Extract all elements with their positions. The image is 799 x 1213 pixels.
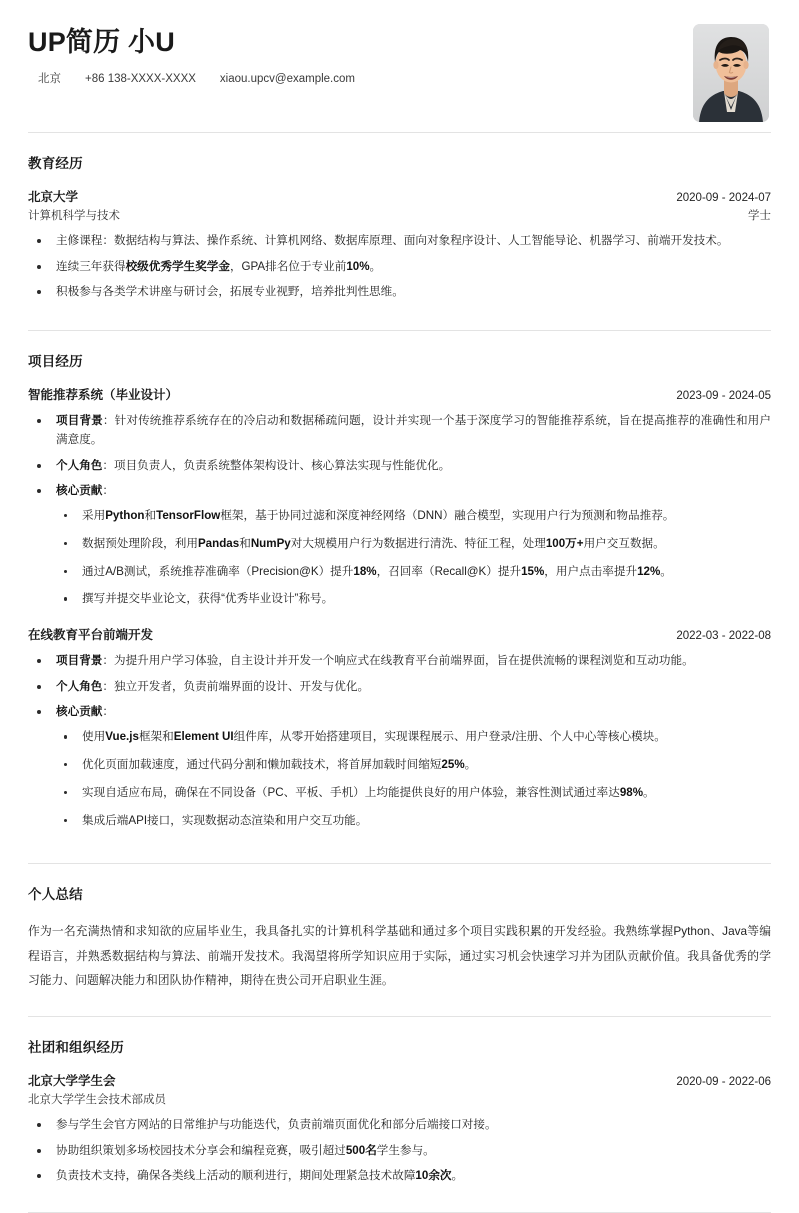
section-organizations [28, 1016, 771, 1210]
project-entry [28, 626, 771, 830]
list-item: 个人角色：项目负责人，负责系统整体架构设计、核心算法实现与性能优化。 [28, 457, 771, 476]
section-title-projects: 项目经历 [28, 354, 83, 370]
list-item: 项目背景：为提升用户学习体验，自主设计并开发一个响应式在线教育平台前端界面，旨在提供流畅的课程浏览和互动功能。 [28, 652, 771, 671]
list-item: 负责技术支持，确保各类线上活动的顺利进行，期间处理紧急技术故障10余次。 [28, 1167, 771, 1186]
summary-body [28, 919, 771, 1012]
section-summary [28, 863, 771, 1012]
list-item: 通过A/B测试，系统推荐准确率（Precision@K）提升18%，召回率（Recall@K）提升15%，用户点击率提升12%。 [56, 563, 771, 582]
project-entry-head [28, 386, 771, 405]
contact-phone: +86 138-XXXX-XXXX [85, 73, 196, 86]
contact-line [28, 71, 693, 87]
project-name: 在线教育平台前端开发 [28, 628, 154, 643]
list-item: 使用Vue.js框架和Element UI组件库，从零开始搭建项目，实现课程展示、用户登录/注册、个人中心等核心模块。 [56, 728, 771, 747]
education-entry-head [28, 188, 771, 207]
list-item: 采用Python和TensorFlow框架，基于协同过滤和深度神经网络（DNN）融合模型，实现用户行为预测和物品推荐。 [56, 507, 771, 526]
contact-email: xiaou.upcv@example.com [219, 73, 355, 86]
list-item: 参与学生会官方网站的日常维护与功能迭代，负责前端页面优化和部分后端接口对接。 [28, 1116, 771, 1135]
organizations-body [28, 1072, 771, 1210]
list-item: 连续三年获得校级优秀学生奖学金，GPA排名位于专业前10%。 [28, 258, 771, 277]
project-contributions [56, 507, 771, 609]
contact-location: 北京 [38, 73, 61, 86]
header-text-block [28, 22, 693, 87]
list-item: 撰写并提交毕业论文，获得“优秀毕业设计”称号。 [56, 590, 771, 609]
section-title-organizations: 社团和组织经历 [28, 1039, 124, 1055]
education-bullets [28, 232, 771, 302]
resume-header [28, 0, 771, 128]
list-item: 优化页面加载速度，通过代码分割和懒加载技术，将首屏加载时间缩短25%。 [56, 756, 771, 775]
list-item [28, 482, 771, 609]
project-bullets [28, 412, 771, 609]
list-item: 集成后端API接口，实现数据动态渲染和用户交互功能。 [56, 812, 771, 831]
project-entry [28, 386, 771, 609]
section-projects [28, 330, 771, 859]
education-date: 2020-09 - 2024-07 [676, 192, 771, 204]
section-title-education: 教育经历 [28, 156, 83, 171]
list-item: 项目背景：针对传统推荐系统存在的冷启动和数据稀疏问题，设计并实现一个基于深度学习的智能推荐系统，旨在提高推荐的准确性和用户满意度。 [28, 412, 771, 450]
education-entry-sub [28, 208, 771, 225]
project-date: 2022-03 - 2022-08 [676, 630, 771, 643]
education-body [28, 188, 771, 326]
project-date: 2023-09 - 2024-05 [676, 390, 771, 403]
list-item [28, 703, 771, 830]
page-title: UP简历 小U [28, 27, 175, 57]
contribution-label: 核心贡献： [56, 705, 114, 719]
project-entry-head [28, 626, 771, 645]
list-item: 个人角色：独立开发者，负责前端界面的设计、开发与优化。 [28, 678, 771, 697]
avatar [693, 24, 769, 122]
organization-name: 北京大学学生会 [28, 1073, 116, 1088]
organization-role: 北京大学学生会技术部成员 [28, 1093, 166, 1106]
school-name: 北京大学 [28, 190, 79, 204]
projects-body [28, 386, 771, 859]
project-bullets [28, 652, 771, 830]
project-name: 智能推荐系统（毕业设计） [28, 388, 179, 403]
list-item: 协助组织策划多场校园技术分享会和编程竞赛，吸引超过500名学生参与。 [28, 1142, 771, 1161]
education-entry [28, 188, 771, 302]
list-item: 积极参与各类学术讲座与研讨会，拓展专业视野，培养批判性思维。 [28, 283, 771, 302]
summary-paragraph: 作为一名充满热情和求知欲的应届毕业生，我具备扎实的计算机科学基础和通过多个项目实践积累的开发经验。我熟练掌握Python、Java等编程语言，并熟悉数据结构与算法、前端开发技术。我渴望将所学知识应用于实际，通过实习机会快速学习并为团队贡献价值。我具备优秀的学习能力、问题解决能力和团队协作精神，期待在贵公司开启职业生涯。 [28, 924, 771, 987]
project-contributions [56, 728, 771, 830]
organization-entry-sub [28, 1092, 771, 1109]
section-title-summary: 个人总结 [28, 887, 83, 903]
contribution-label: 核心贡献： [56, 484, 114, 498]
list-item: 实现自适应布局，确保在不同设备（PC、平板、手机）上均能提供良好的用户体验，兼容性测试通过率达98%。 [56, 784, 771, 803]
list-item: 主修课程：数据结构与算法、操作系统、计算机网络、数据库原理、面向对象程序设计、人工智能导论、机器学习、前端开发技术。 [28, 232, 771, 251]
section-education [28, 132, 771, 326]
major: 计算机科学与技术 [28, 209, 120, 222]
organization-entry [28, 1072, 771, 1186]
degree: 学士 [748, 209, 771, 222]
organization-date: 2020-09 - 2022-06 [676, 1075, 771, 1088]
organization-bullets [28, 1116, 771, 1186]
organization-entry-head [28, 1072, 771, 1091]
list-item: 数据预处理阶段，利用Pandas和NumPy对大规模用户行为数据进行清洗、特征工程，处理100万+用户交互数据。 [56, 535, 771, 554]
